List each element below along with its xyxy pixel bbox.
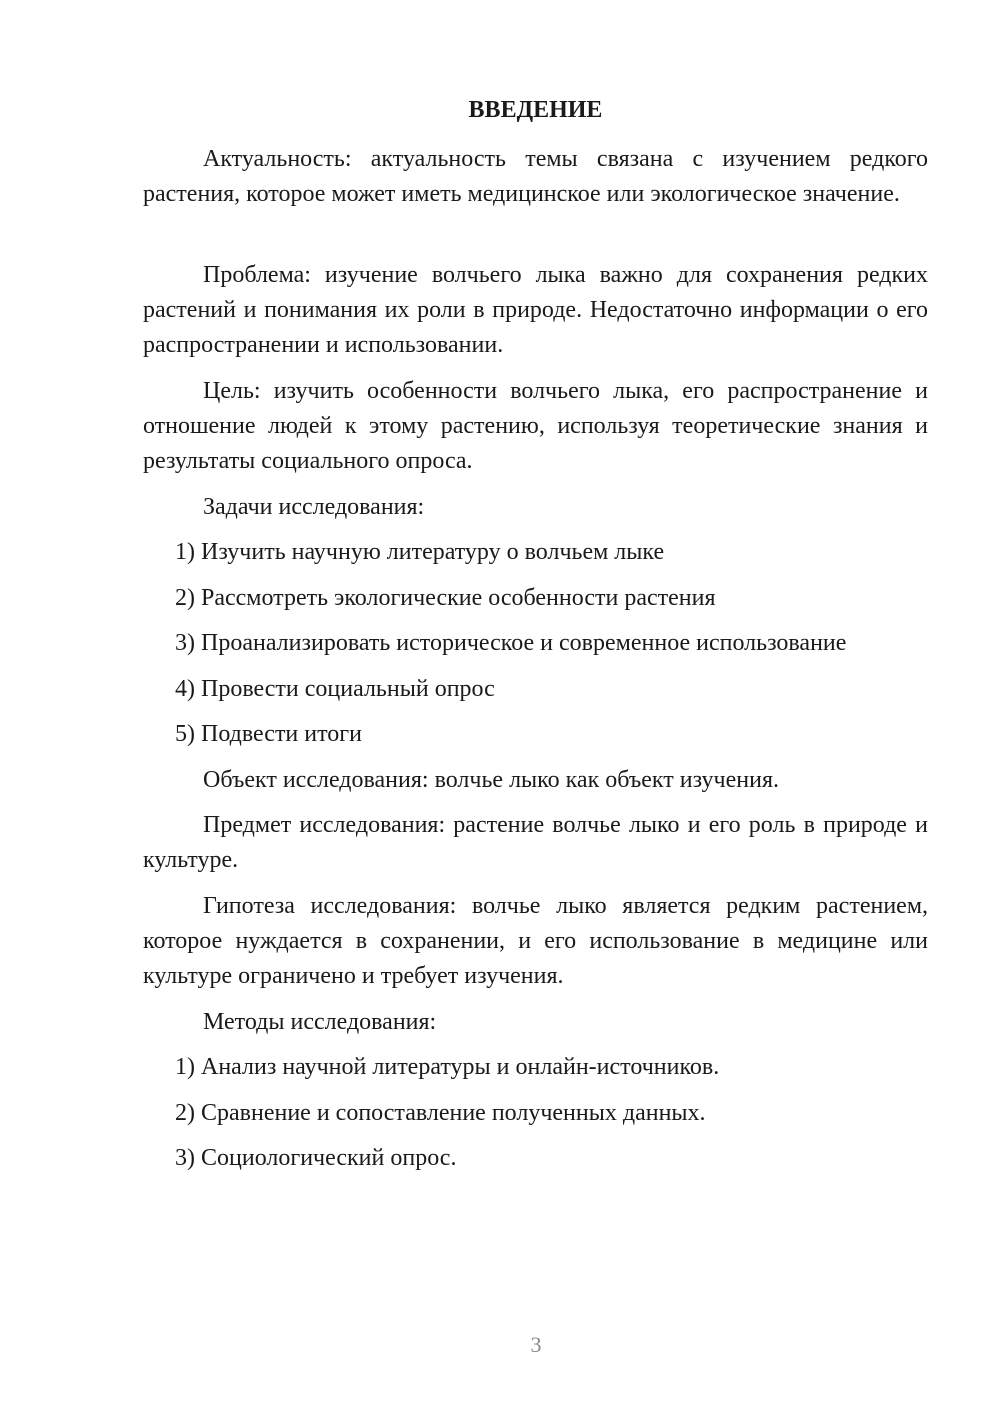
page-number: 3	[530, 1332, 542, 1357]
list-item: 3) Социологический опрос.	[175, 1145, 457, 1171]
object-paragraph: Объект исследования: волчье лыко как объект изучения.	[203, 767, 779, 793]
problem-paragraph: Проблема: изучение волчьего лыка важно для сохранения редких растений и понимания их роли в природе. Недостаточно информации о его распространении и использовании.	[143, 262, 928, 358]
list-item: 5) Подвести итоги	[175, 721, 362, 747]
relevance-paragraph: Актуальность: актуальность темы связана с изучением редкого растения, которое может иметь медицинское или экологическое значение.	[143, 146, 928, 207]
list-item: 2) Рассмотреть экологические особенности растения	[175, 585, 716, 611]
list-item: 1) Изучить научную литературу о волчьем лыке	[175, 539, 665, 565]
list-item: 3) Проанализировать историческое и современное использование	[175, 630, 847, 656]
tasks-heading: Задачи исследования:	[203, 494, 425, 520]
list-item: 4) Провести социальный опрос	[175, 676, 495, 702]
page-title: ВВЕДЕНИЕ	[468, 97, 603, 123]
list-item: 2) Сравнение и сопоставление полученных данных.	[175, 1100, 706, 1126]
subject-paragraph: Предмет исследования: растение волчье лыко и его роль в природе и культуре.	[143, 812, 928, 873]
methods-heading: Методы исследования:	[203, 1009, 437, 1035]
hypothesis-paragraph: Гипотеза исследования: волчье лыко является редким растением, которое нуждается в сохранении, и его использование в медицине или культуре ограничено и требует изучения.	[143, 893, 928, 989]
goal-paragraph: Цель: изучить особенности волчьего лыка, его распространение и отношение людей к этому растению, используя теоретические знания и результаты социального опроса.	[143, 378, 928, 474]
list-item: 1) Анализ научной литературы и онлайн-источников.	[175, 1054, 720, 1080]
